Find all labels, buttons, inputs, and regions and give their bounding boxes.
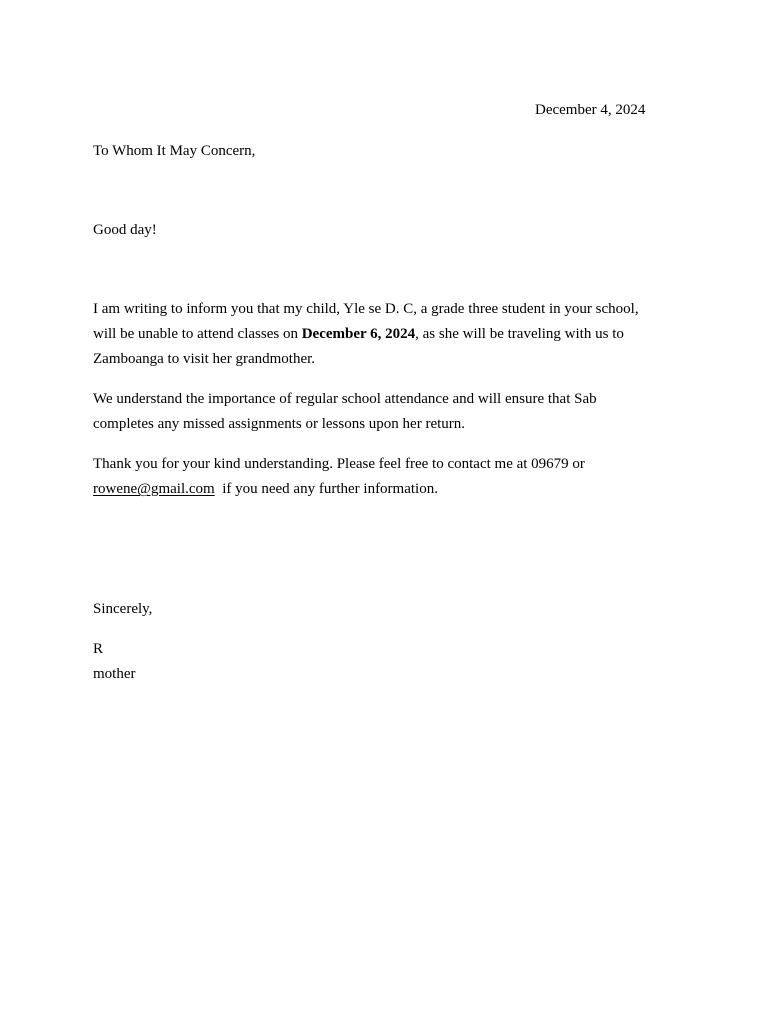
paragraph-text: , as she will be traveling with us to [415, 326, 624, 342]
paragraph-line: Zamboanga to visit her grandmother. [93, 351, 316, 367]
paragraph-absence-notice [93, 297, 668, 372]
absence-date: December 6, 2024 [301, 326, 416, 342]
paragraph-line [93, 481, 438, 497]
signer-role: mother [93, 666, 136, 682]
salutation: To Whom It May Concern, [93, 143, 256, 159]
paragraph-line: Thank you for your kind understanding. Please feel free to contact me at 09679 or [93, 456, 585, 472]
paragraph-text: if you need any further information. [214, 481, 438, 497]
paragraph-line: We understand the importance of regular school attendance and will ensure that Sab [93, 391, 597, 407]
email-link[interactable]: rowene@gmail.com [93, 481, 215, 497]
paragraph-attendance [93, 387, 668, 437]
signer-name: R [93, 641, 104, 657]
greeting: Good day! [93, 222, 157, 238]
closing: Sincerely, [93, 601, 153, 617]
letter-date: December 4, 2024 [535, 102, 646, 118]
paragraph-text: will be unable to attend classes on [93, 326, 302, 342]
paragraph-line: I am writing to inform you that my child, Yle se D. C, a grade three student in your school, [93, 301, 639, 317]
paragraph-line: completes any missed assignments or lessons upon her return. [93, 416, 466, 432]
paragraph-contact [93, 452, 668, 502]
paragraph-line [93, 326, 624, 342]
